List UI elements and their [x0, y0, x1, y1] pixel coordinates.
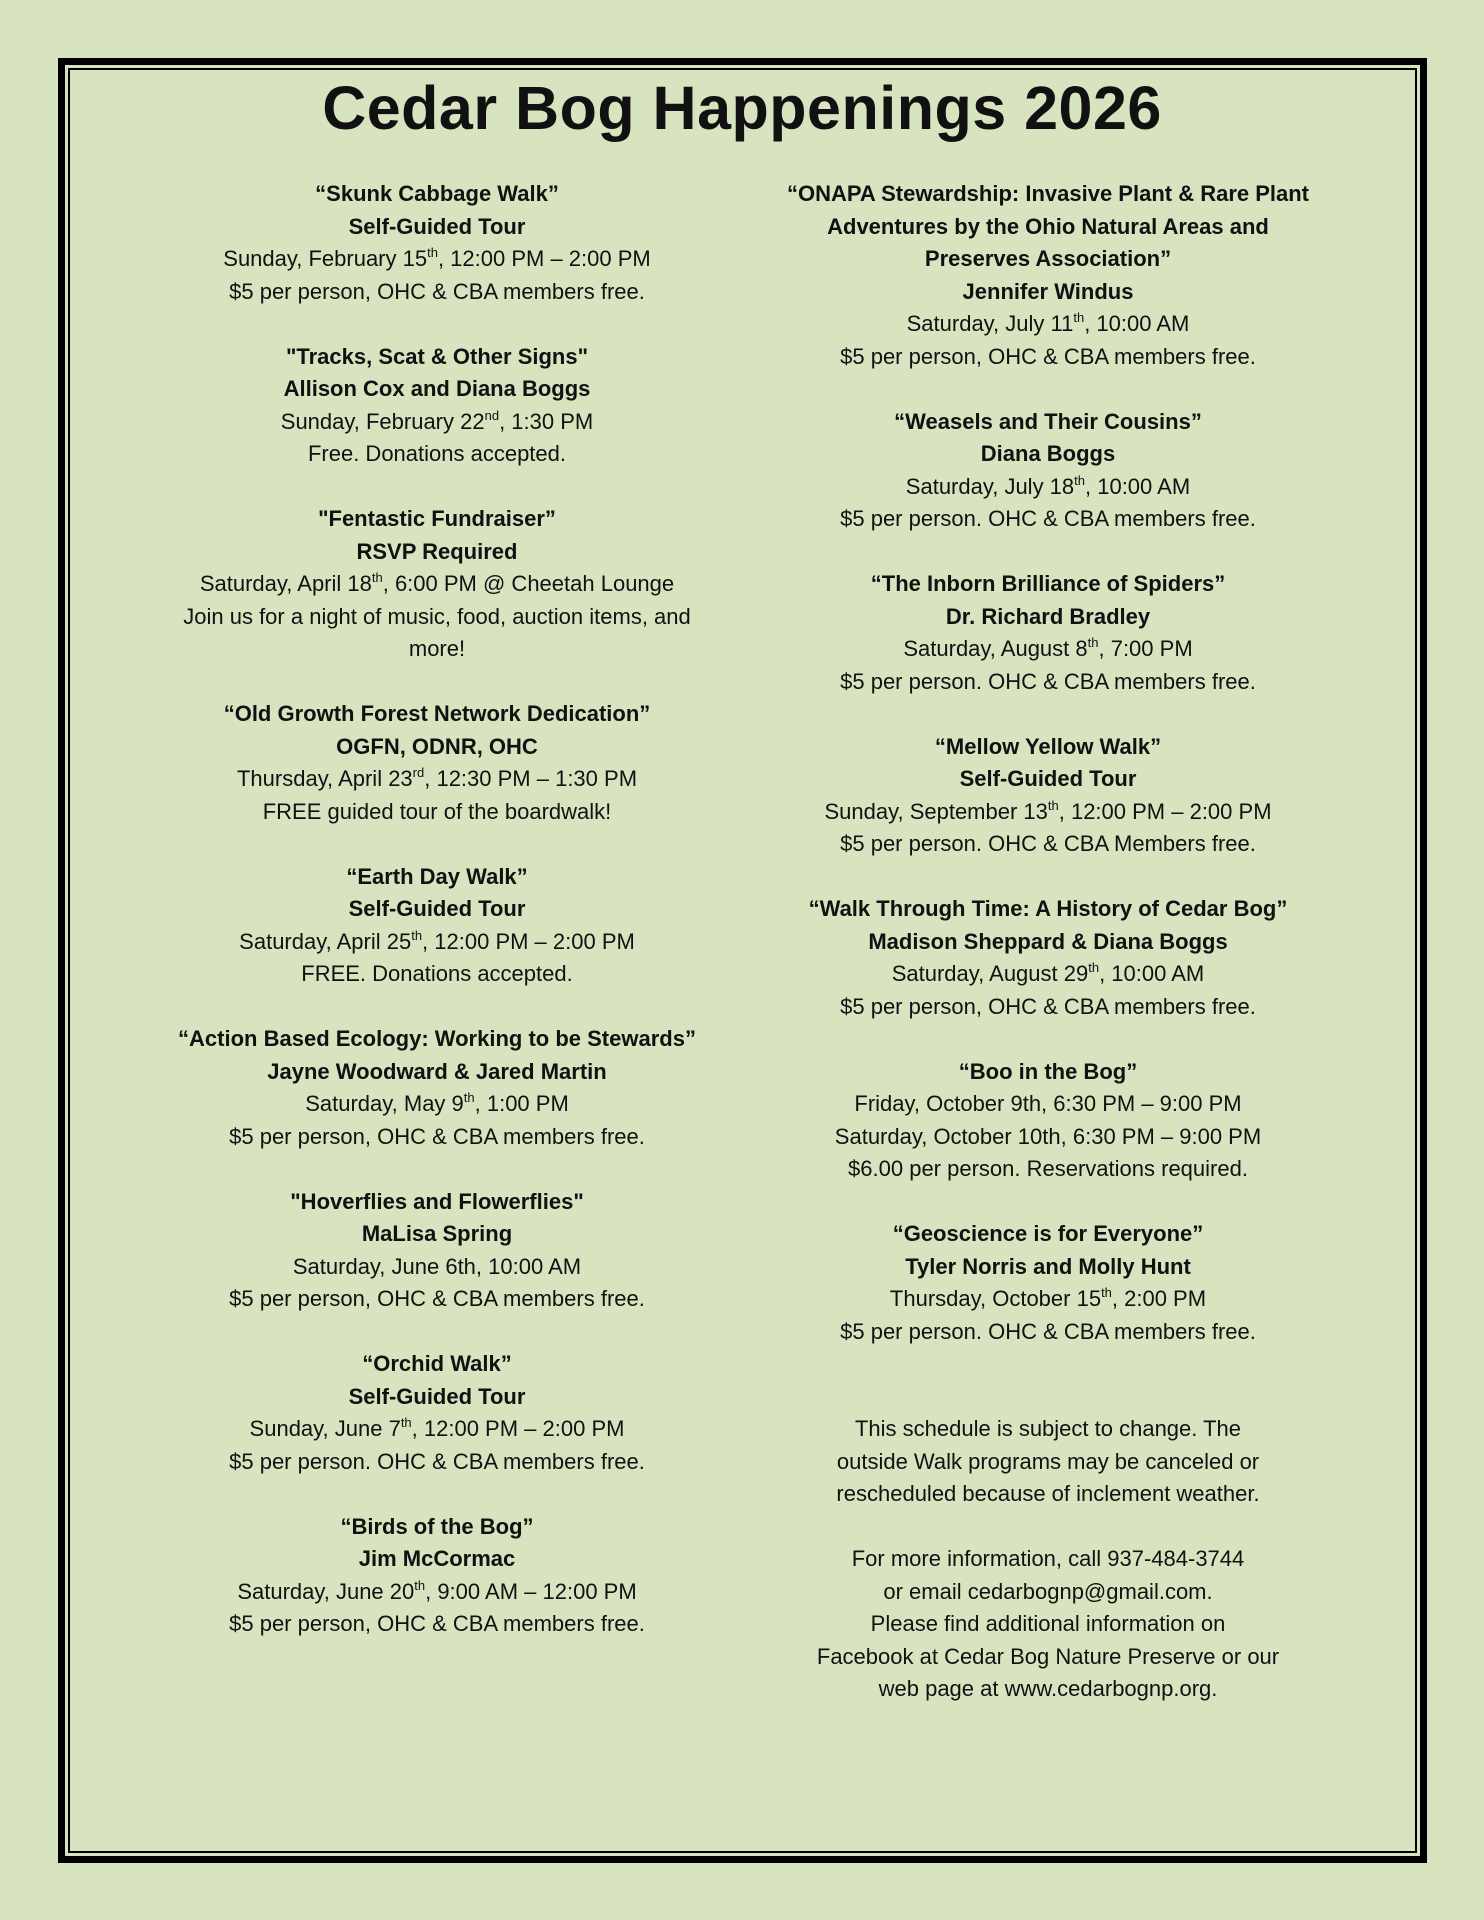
event-detail: Join us for a night of music, food, auction items, and more!: [183, 603, 691, 661]
event-detail: $6.00 per person. Reservations required.: [848, 1156, 1248, 1181]
event-date-text: Saturday, April 18: [199, 571, 372, 596]
event-detail: FREE guided tour of the boardwalk!: [262, 798, 612, 824]
event-title: “Orchid Walk”: [362, 1351, 512, 1376]
event-detail: $5 per person. OHC & CBA members free.: [229, 1448, 645, 1474]
event-title: “Boo in the Bog”: [958, 1058, 1138, 1084]
event-presenter: MaLisa Spring: [361, 1221, 513, 1246]
event-title: “Mellow Yellow Walk”: [934, 733, 1162, 759]
event-date-text: Saturday, May 9: [305, 1091, 464, 1116]
contact-line: For more information, call 937-484-3744: [851, 1546, 1245, 1571]
event-date: [177, 1088, 697, 1121]
event-time-text: , 1:00 PM: [474, 1091, 569, 1116]
event-item: [778, 568, 1318, 698]
event-date: [177, 763, 697, 796]
event-date-text: Sunday, September 13: [824, 798, 1048, 824]
event-presenter: Self-Guided Tour: [348, 1383, 526, 1409]
event-item: [177, 1348, 697, 1478]
event-presenter: Dr. Richard Bradley: [945, 603, 1151, 629]
event-presenter: Jennifer Windus: [962, 278, 1134, 304]
event-presenter: Jim McCormac: [358, 1546, 516, 1571]
event-time-text: , 12:00 PM – 2:00 PM: [437, 246, 651, 271]
event-detail: $5 per person, OHC & CBA members free.: [229, 278, 645, 304]
left-event-column: [177, 178, 697, 1673]
event-detail: $5 per person, OHC & CBA members free.: [840, 993, 1256, 1019]
event-time-text: , 7:00 PM: [1098, 636, 1193, 661]
event-detail: $5 per person, OHC & CBA members free.: [229, 1611, 645, 1636]
event-title: “Skunk Cabbage Walk”: [315, 181, 559, 206]
event-time-text: , 9:00 AM – 12:00 PM: [425, 1578, 637, 1604]
event-presenter: Self-Guided Tour: [348, 213, 526, 239]
event-date-suffix: rd: [412, 765, 425, 780]
note-line: This schedule is subject to change. The: [854, 1416, 1242, 1441]
event-title: "Fentastic Fundraiser”: [318, 506, 556, 531]
contact-line: or email cedarbognp@gmail.com.: [883, 1578, 1213, 1604]
event-item: [177, 861, 697, 991]
event-date-suffix: th: [1087, 635, 1099, 650]
event-date: [177, 1576, 697, 1609]
schedule-change-note: [778, 1413, 1318, 1511]
event-date: [778, 471, 1318, 504]
event-date: [177, 568, 697, 601]
event-date-text: Saturday, April 25: [239, 928, 412, 954]
event-detail: $5 per person. OHC & CBA members free.: [840, 1318, 1256, 1344]
event-title: “Weasels and Their Cousins”: [894, 408, 1202, 434]
event-date-suffix: th: [463, 1090, 475, 1105]
event-item: [177, 1023, 697, 1153]
event-date-suffix: nd: [484, 407, 500, 423]
event-title: "Hoverflies and Flowerflies": [290, 1188, 584, 1214]
event-title: “Geoscience is for Everyone”: [892, 1221, 1204, 1246]
contact-info: [778, 1543, 1318, 1706]
event-item: [778, 1218, 1318, 1348]
event-presenter: Self-Guided Tour: [348, 896, 526, 921]
event-date-suffix: th: [427, 245, 438, 260]
event-date: [778, 633, 1318, 666]
event-time-text: , 12:00 PM – 2:00 PM: [1058, 798, 1272, 824]
event-date-text: Sunday, February 15: [223, 246, 428, 271]
event-item: [177, 1186, 697, 1316]
event-item: [177, 341, 697, 471]
note-line: rescheduled because of inclement weather.: [836, 1481, 1260, 1506]
event-title: “Earth Day Walk”: [346, 863, 528, 889]
event-item: [778, 731, 1318, 861]
event-item: [177, 503, 697, 666]
event-date-suffix: th: [411, 927, 423, 943]
event-date-suffix: th: [400, 1415, 412, 1430]
event-time-text: , 2:00 PM: [1111, 1286, 1207, 1311]
event-date-suffix: th: [1101, 1285, 1112, 1300]
event-presenter: RSVP Required: [356, 538, 518, 564]
contact-line: Facebook at Cedar Bog Nature Preserve or our: [816, 1643, 1280, 1669]
event-detail: $5 per person, OHC & CBA members free.: [229, 1286, 645, 1311]
event-date: [778, 1283, 1318, 1316]
event-date: [778, 796, 1318, 829]
notes-spacer: [778, 1511, 1318, 1544]
event-date-text: Saturday, June 6th, 10:00 AM: [292, 1253, 582, 1279]
event-time-text: , 12:00 PM – 2:00 PM: [411, 1416, 625, 1441]
event-presenter: Tyler Norris and Molly Hunt: [905, 1253, 1191, 1279]
right-event-column: [778, 178, 1318, 1706]
event-item: [778, 406, 1318, 536]
event-detail: Saturday, October 10th, 6:30 PM – 9:00 PM: [834, 1123, 1262, 1149]
event-date-text: Sunday, June 7: [249, 1416, 401, 1441]
event-time-text: , 1:30 PM: [499, 408, 594, 434]
event-date-text: Sunday, February 22: [280, 408, 485, 434]
event-time-text: , 12:30 PM – 1:30 PM: [424, 766, 638, 791]
schedule-notes: [778, 1413, 1318, 1706]
event-date-suffix: th: [1088, 960, 1100, 975]
event-item: [778, 1056, 1318, 1186]
event-item: [778, 178, 1318, 373]
event-title: "Tracks, Scat & Other Signs": [285, 343, 589, 369]
event-date-suffix: th: [1047, 797, 1059, 813]
event-detail: FREE. Donations accepted.: [301, 961, 573, 986]
event-date: [778, 1088, 1318, 1121]
event-title: “Walk Through Time: A History of Cedar Bog”: [808, 896, 1288, 921]
event-date: [177, 1251, 697, 1284]
event-detail: Free. Donations accepted.: [307, 441, 567, 466]
event-date-text: Friday, October 9th, 6:30 PM – 9:00 PM: [854, 1091, 1242, 1116]
event-presenter: Self-Guided Tour: [959, 766, 1137, 791]
event-date-text: Saturday, June 20: [237, 1578, 415, 1604]
event-item: [778, 893, 1318, 1023]
contact-line: Please find additional information on: [870, 1611, 1226, 1636]
event-date-suffix: th: [371, 570, 383, 585]
event-time-text: , 10:00 AM: [1084, 311, 1190, 336]
event-date: [177, 406, 697, 439]
event-date: [778, 958, 1318, 991]
note-line: outside Walk programs may be canceled or: [836, 1448, 1260, 1474]
event-date-suffix: th: [414, 1577, 426, 1593]
event-date-suffix: th: [1074, 472, 1085, 488]
event-presenter: Madison Sheppard & Diana Boggs: [868, 928, 1228, 954]
event-presenter: Diana Boggs: [980, 441, 1116, 466]
event-date-text: Saturday, July 18: [905, 473, 1075, 499]
event-date: [177, 243, 697, 276]
right-event-list: [778, 178, 1318, 1348]
event-title: “The Inborn Brilliance of Spiders”: [870, 571, 1226, 596]
page-title: Cedar Bog Happenings 2026: [322, 74, 1162, 142]
event-item: [177, 1511, 697, 1641]
event-presenter: Allison Cox and Diana Boggs: [283, 376, 591, 401]
event-date: [177, 1413, 697, 1446]
event-date-suffix: th: [1073, 310, 1085, 325]
event-item: [177, 698, 697, 828]
event-item: [177, 178, 697, 308]
event-presenter: Jayne Woodward & Jared Martin: [267, 1058, 607, 1084]
event-detail: $5 per person, OHC & CBA members free.: [840, 343, 1256, 369]
event-time-text: , 10:00 AM: [1085, 473, 1191, 499]
event-date-text: Thursday, October 15: [889, 1286, 1102, 1311]
event-presenter: OGFN, ODNR, OHC: [336, 733, 538, 759]
event-date-text: Saturday, August 29: [891, 961, 1089, 986]
event-date-text: Saturday, August 8: [903, 636, 1088, 661]
contact-line: web page at www.cedarbognp.org.: [878, 1676, 1218, 1701]
event-detail: $5 per person. OHC & CBA members free.: [840, 668, 1256, 694]
event-title: “Action Based Ecology: Working to be Stewards”: [178, 1026, 696, 1051]
event-detail: $5 per person. OHC & CBA Members free.: [840, 831, 1256, 856]
event-date-text: Saturday, July 11: [906, 311, 1074, 336]
event-title: “Birds of the Bog”: [340, 1513, 534, 1539]
event-time-text: , 12:00 PM – 2:00 PM: [422, 928, 635, 954]
event-detail: $5 per person, OHC & CBA members free.: [229, 1123, 645, 1149]
event-detail: $5 per person. OHC & CBA members free.: [840, 506, 1256, 531]
event-date: [778, 308, 1318, 341]
event-title: “Old Growth Forest Network Dedication”: [223, 701, 651, 726]
event-date-text: Thursday, April 23: [236, 766, 413, 791]
event-title: “ONAPA Stewardship: Invasive Plant & Rare Plant Adventures by the Ohio Natural Areas and Preserves Association”: [786, 181, 1310, 271]
event-time-text: , 6:00 PM @ Cheetah Lounge: [382, 571, 675, 596]
event-date: [177, 926, 697, 959]
event-time-text: , 10:00 AM: [1099, 961, 1205, 986]
